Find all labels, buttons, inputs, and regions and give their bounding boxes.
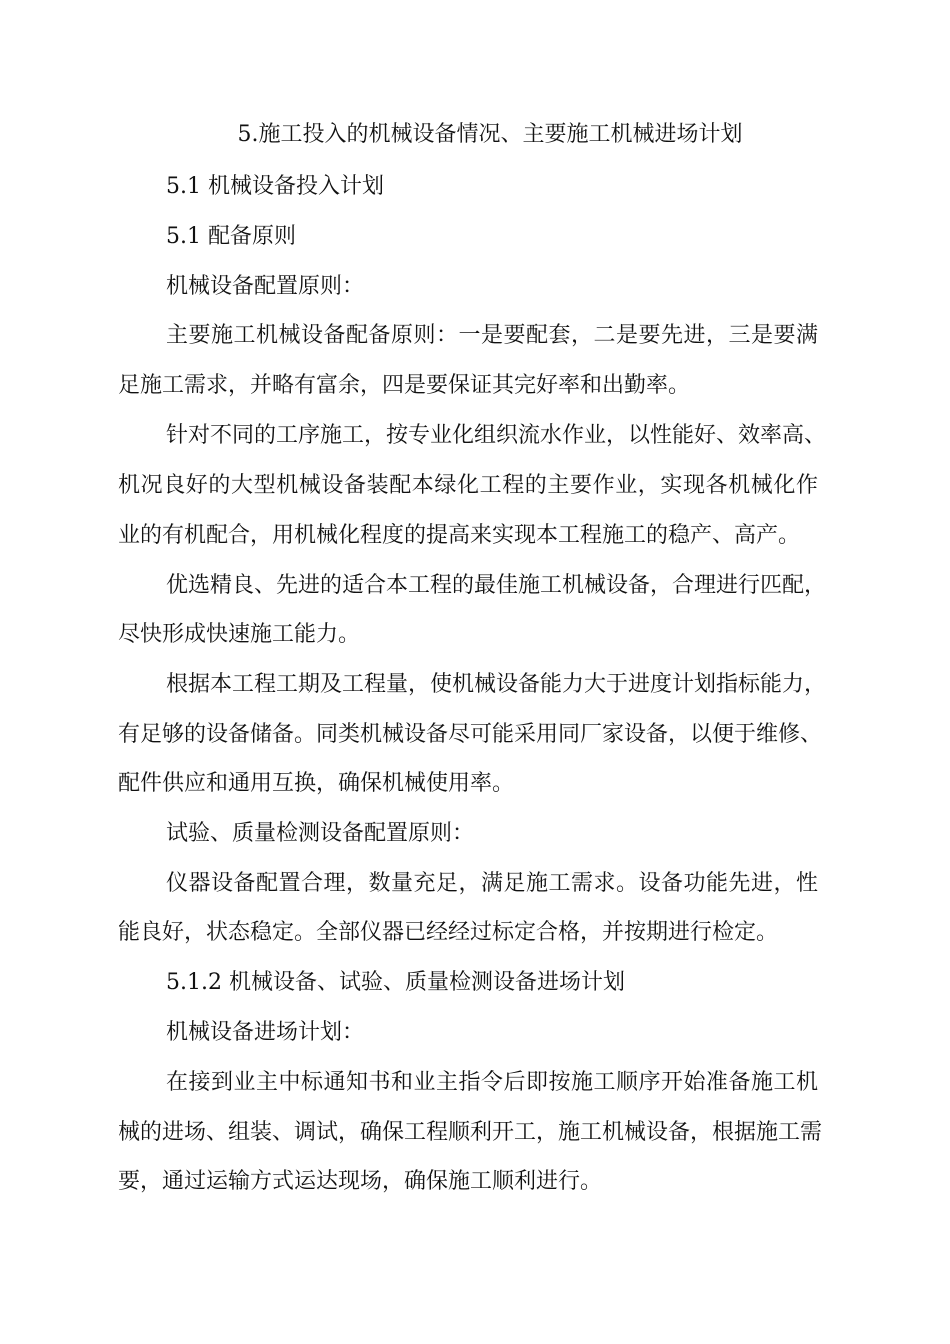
machine-principle-heading: 机械设备配置原则： <box>166 274 365 299</box>
plan-heading: 机械设备进场计划： <box>166 1020 365 1045</box>
paragraph-line: 配件供应和通用互换，确保机械使用率。 <box>118 771 515 796</box>
paragraph-line: 尽快形成快速施工能力。 <box>118 622 361 647</box>
paragraph-line: 机况良好的大型机械设备装配本绿化工程的主要作业，实现各机械化作 <box>118 473 818 498</box>
paragraph-line: 在接到业主中标通知书和业主指令后即按施工顺序开始准备施工机 <box>166 1070 818 1095</box>
document-title: 5.施工投入的机械设备情况、主要施工机械进场计划 <box>237 122 743 147</box>
paragraph-line: 足施工需求，并略有富余，四是要保证其完好率和出勤率。 <box>118 373 691 398</box>
paragraph-line: 械的进场、组装、调试，确保工程顺利开工，施工机械设备，根据施工需 <box>118 1120 823 1145</box>
test-principle-heading: 试验、质量检测设备配置原则： <box>166 821 475 846</box>
paragraph-line: 要，通过运输方式运达现场，确保施工顺利进行。 <box>118 1169 603 1194</box>
paragraph-line: 能良好，状态稳定。全部仪器已经经过标定合格，并按期进行检定。 <box>118 920 779 945</box>
paragraph-line: 有足够的设备储备。同类机械设备尽可能采用同厂家设备，以便于维修、 <box>118 722 823 747</box>
subsection-heading-allocation-principle: 5.1 配备原则 <box>166 224 296 249</box>
section-heading-5-1: 5.1 机械设备投入计划 <box>166 174 384 199</box>
section-heading-5-1-2: 5.1.2 机械设备、试验、质量检测设备进场计划 <box>166 970 625 995</box>
paragraph-line: 业的有机配合，用机械化程度的提高来实现本工程施工的稳产、高产。 <box>118 523 801 548</box>
paragraph-line: 仪器设备配置合理，数量充足，满足施工需求。设备功能先进，性 <box>166 871 818 896</box>
paragraph-line: 针对不同的工序施工，按专业化组织流水作业，以性能好、效率高、 <box>166 423 827 448</box>
paragraph-line: 优选精良、先进的适合本工程的最佳施工机械设备，合理进行匹配， <box>166 573 827 598</box>
paragraph-line: 根据本工程工期及工程量，使机械设备能力大于进度计划指标能力， <box>166 672 827 697</box>
paragraph-line: 主要施工机械设备配备原则：一是要配套，二是要先进，三是要满 <box>166 323 818 348</box>
